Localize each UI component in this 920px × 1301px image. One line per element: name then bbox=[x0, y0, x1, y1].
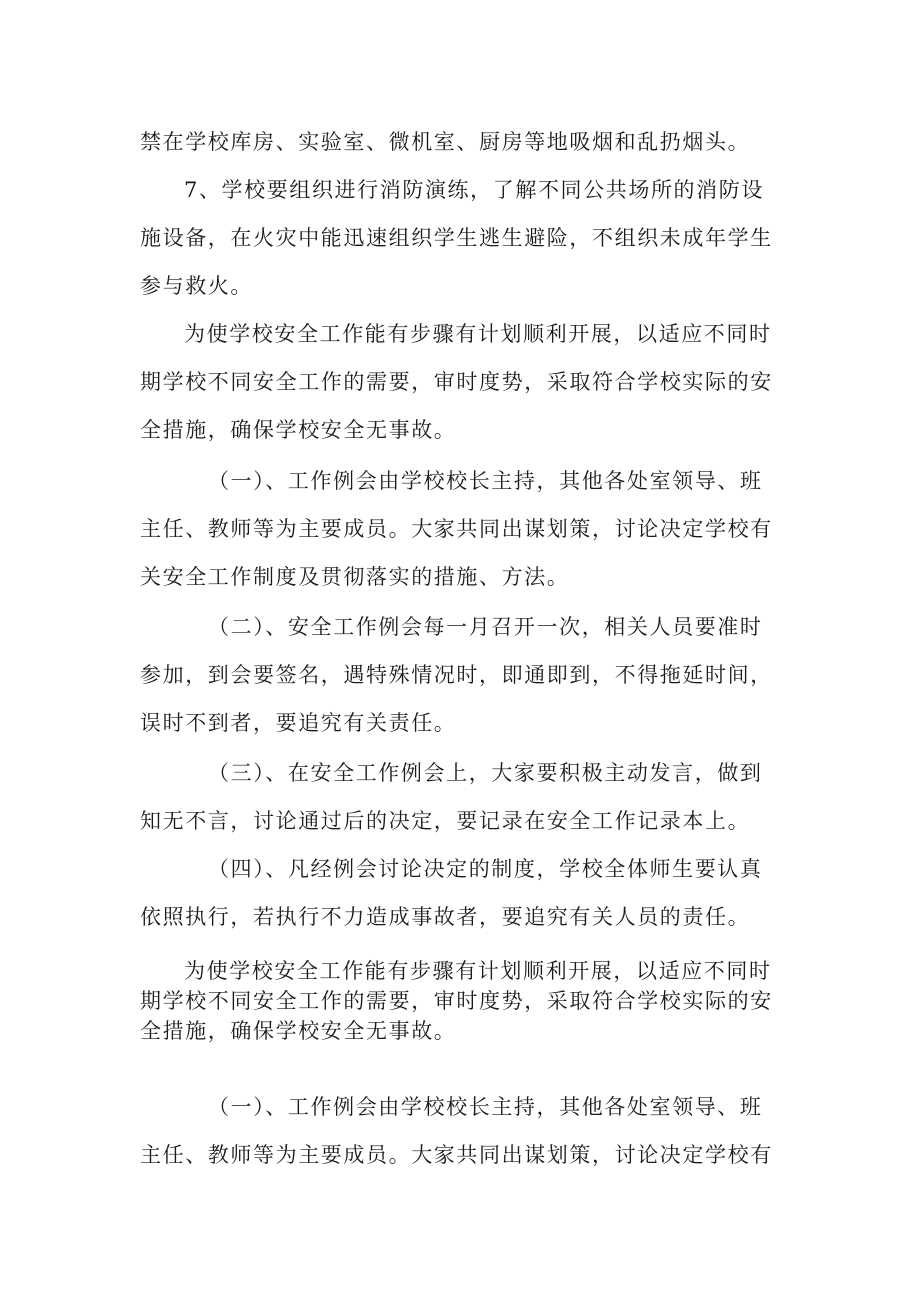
text-line: 依照执行，若执行不力造成事故者，要追究有关人员的责任。 bbox=[140, 905, 751, 929]
paragraph-item-one-repeat bbox=[140, 1083, 780, 1179]
paragraph-fire-drill bbox=[140, 166, 780, 310]
text-line: 参与救火。 bbox=[140, 274, 253, 298]
text-line: （一）、工作例会由学校校长主持，其他各处室领导、班 bbox=[208, 469, 763, 493]
paragraph-item-four bbox=[140, 845, 780, 941]
paragraph-item-two bbox=[140, 603, 780, 747]
text-line: 期学校不同安全工作的需要，审时度势，采取符合学校实际的安 bbox=[140, 370, 773, 394]
paragraph-item-three bbox=[140, 749, 780, 845]
text-line: 期学校不同安全工作的需要，审时度势，采取符合学校实际的安 bbox=[140, 989, 773, 1013]
text-line: 关安全工作制度及贯彻落实的措施、方法。 bbox=[140, 565, 570, 589]
text-line: 为使学校安全工作能有步骤有计划顺利开展，以适应不同时 bbox=[184, 959, 772, 983]
text-line: 主任、教师等为主要成员。大家共同出谋划策，讨论决定学校有 bbox=[140, 517, 773, 541]
paragraph-safety-intro bbox=[140, 310, 780, 454]
text-line: （一）、工作例会由学校校长主持，其他各处室领导、班 bbox=[208, 1095, 763, 1119]
text-line: 禁在学校库房、实验室、微机室、厨房等地吸烟和乱扔烟头。 bbox=[140, 130, 751, 154]
text-line: 全措施，确保学校安全无事故。 bbox=[140, 418, 457, 442]
text-line: 知无不言，讨论通过后的决定，要记录在安全工作记录本上。 bbox=[140, 809, 751, 833]
text-line: （三）、在安全工作例会上，大家要积极主动发言，做到 bbox=[208, 761, 763, 785]
text-line: 参加，到会要签名，遇特殊情况时，即通即到，不得拖延时间， bbox=[140, 663, 773, 687]
text-line: 误时不到者，要追究有关责任。 bbox=[140, 711, 457, 735]
text-line: 全措施，确保学校安全无事故。 bbox=[140, 1019, 457, 1043]
paragraph-item-one bbox=[140, 457, 780, 601]
text-line: 施设备，在火灾中能迅速组织学生逃生避险，不组织未成年学生 bbox=[140, 226, 773, 250]
text-line: （二）、安全工作例会每一月召开一次，相关人员要准时 bbox=[208, 615, 763, 639]
text-line: 7、学校要组织进行消防演练，了解不同公共场所的消防设 bbox=[184, 178, 764, 202]
paragraph-smoking-rule bbox=[140, 118, 780, 166]
text-line: （四）、凡经例会讨论决定的制度，学校全体师生要认真 bbox=[208, 857, 763, 881]
paragraph-safety-intro-repeat bbox=[140, 956, 780, 1046]
text-line: 主任、教师等为主要成员。大家共同出谋划策，讨论决定学校有 bbox=[140, 1143, 773, 1167]
text-line: 为使学校安全工作能有步骤有计划顺利开展，以适应不同时 bbox=[184, 322, 772, 346]
